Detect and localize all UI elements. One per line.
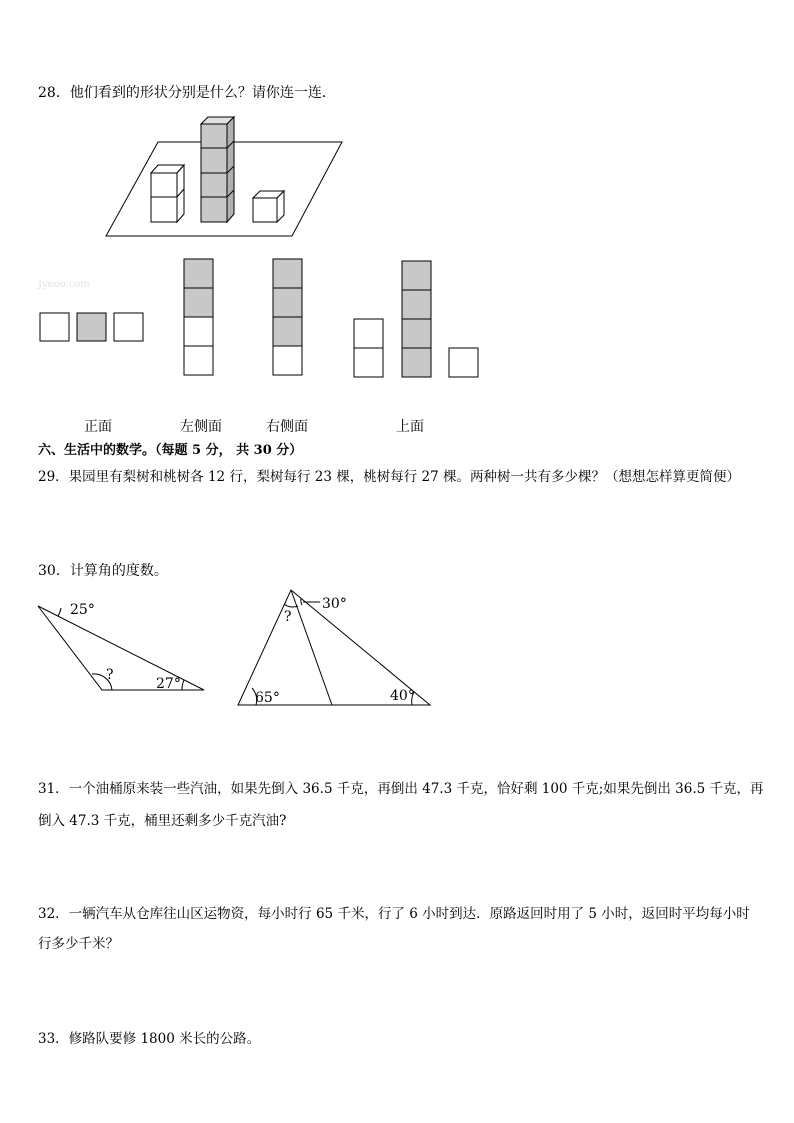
fig1-unknown: ? — [106, 667, 114, 683]
q30-text: 30．计算角的度数。 — [38, 563, 168, 579]
q31-line1: 31．一个油桶原来装一些汽油，如果先倒入 36.5 千克，再倒出 47.3 千克，恰好剩 100 千克;如果先倒出 36.5 千克，再 — [38, 781, 764, 797]
view-option-column-c — [273, 259, 302, 375]
q33-text: 33．修路队要修 1800 米长的公路。 — [38, 1031, 261, 1047]
q31-line2: 倒入 47.3 千克，桶里还剩多少千克汽油? — [38, 813, 287, 829]
q32-line2: 行多少千米？ — [38, 936, 119, 952]
fig1-angle-a: 25° — [70, 602, 95, 618]
fig2-angle-a: 30° — [322, 596, 347, 612]
cube-stack-left — [151, 165, 184, 222]
fig1-angle-b: 27° — [156, 676, 181, 692]
view-option-group-d — [354, 261, 478, 377]
view-option-column-b — [184, 259, 213, 375]
fig2-angle-b: 65° — [255, 690, 280, 706]
fig2-angle-c: 40° — [390, 688, 415, 704]
cube-stack-middle — [201, 117, 234, 222]
fig2-unknown: ? — [284, 609, 292, 625]
q32-line1: 32．一辆汽车从仓库往山区运物资，每小时行 65 千米，行了 6 小时到达．原路返回时用了 5 小时，返回时平均每小时 — [38, 906, 750, 922]
watermark: Jyeoo.com — [38, 279, 90, 290]
q28-text: 28．他们看到的形状分别是什么？请你连一连． — [38, 85, 336, 101]
section-heading: 六、生活中的数学。（每题 5 分， 共 30 分） — [38, 443, 303, 458]
cube-single — [253, 191, 284, 222]
view-label-left: 左侧面 — [180, 419, 222, 435]
view-label-top: 上面 — [396, 419, 424, 435]
q29-text: 29．果园里有梨树和桃树各 12 行，梨树每行 23 棵，桃树每行 27 棵。两种树一共有多少棵？（想想怎样算更简便） — [38, 469, 740, 485]
view-label-front: 正面 — [84, 419, 112, 435]
view-option-row — [40, 313, 143, 341]
view-label-right: 右侧面 — [266, 419, 308, 435]
